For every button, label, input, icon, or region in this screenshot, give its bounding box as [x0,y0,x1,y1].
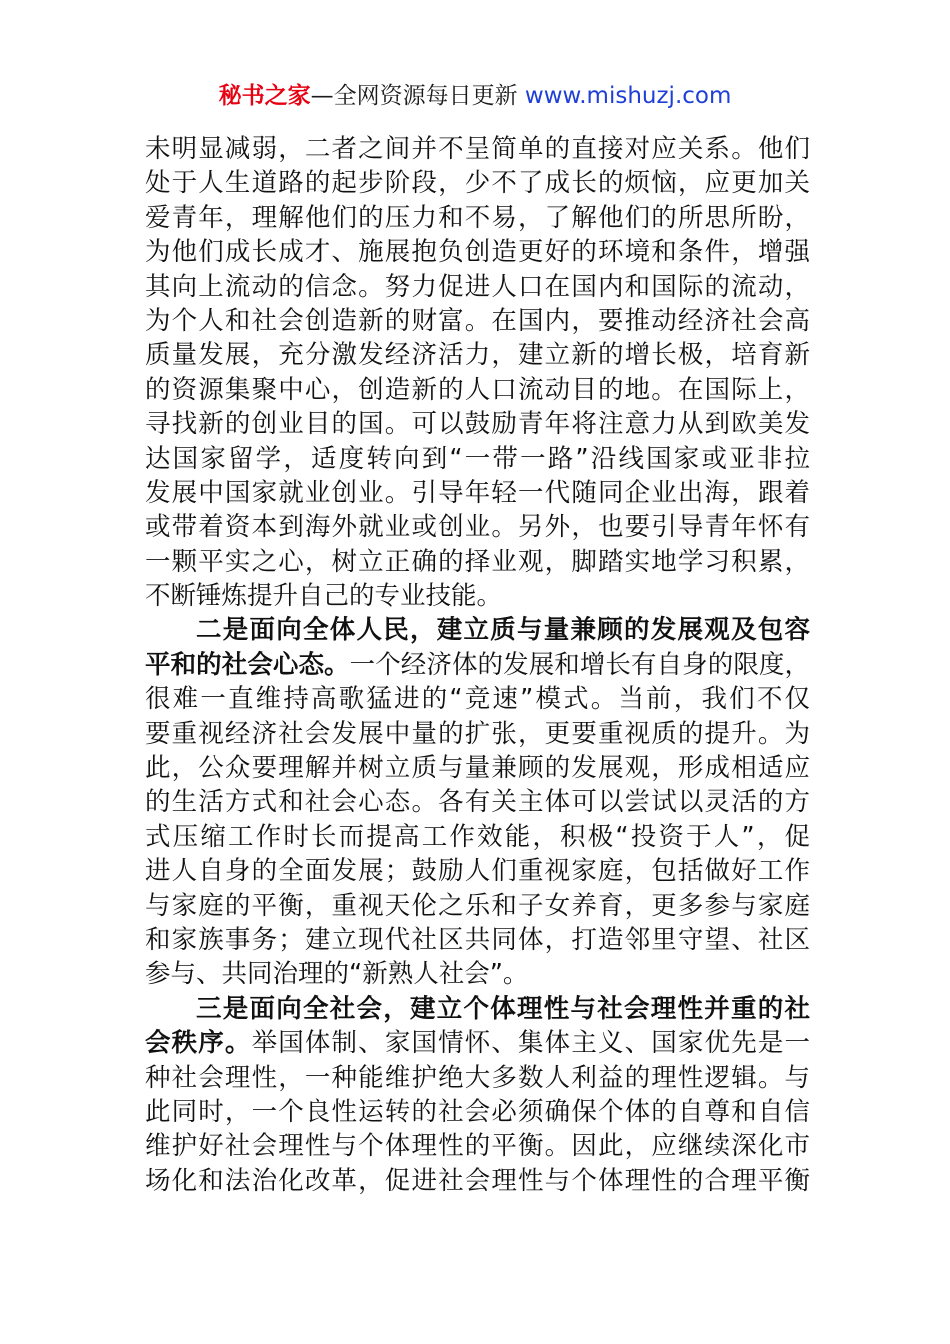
body-line [145,1061,810,1095]
body-line [145,510,810,544]
body-line [145,889,810,923]
body-text: 质量发展，充分激发经济活力，建立新的增长极，培育新 [145,340,810,371]
body-line [145,166,810,200]
body-line [145,1129,810,1163]
body-line [145,270,810,304]
body-text: 此，公众要理解并树立质与量兼顾的发展观，形成相适应 [145,753,810,784]
body-line [145,957,810,991]
bold-heading-text: 三是面向全社会，建立个体理性与社会理性并重的社 [196,993,810,1024]
body-text: 一颗平实之心，树立正确的择业观，脚踏实地学习积累， [145,546,810,577]
body-line [145,442,810,476]
body-text: 寻找新的创业目的国。可以鼓励青年将注意力从到欧美发 [145,409,810,440]
body-line [145,682,810,716]
body-line [145,338,810,372]
body-text: 为他们成长成才、施展抱负创造更好的环境和条件，增强 [145,237,810,268]
body-line [145,820,810,854]
body-text: 不断锤炼提升自己的专业技能。 [145,581,503,612]
body-line [145,201,810,235]
body-line [145,545,810,579]
body-text: 与家庭的平衡，重视天伦之乐和子女养育，更多参与家庭 [145,890,810,921]
body-text: 参与、共同治理的“新熟人社会”。 [145,959,529,990]
body-line [145,785,810,819]
body-text: 举国体制、家国情怀、集体主义、国家优先是一 [251,1028,810,1059]
bold-heading-text: 平和的社会心态。 [145,649,350,680]
body-text: 爱青年，理解他们的压力和不易，了解他们的所思所盼， [145,202,810,233]
body-text: 处于人生道路的起步阶段，少不了成长的烦恼，应更加关 [145,168,810,199]
body-line [145,648,810,682]
body-line [145,1095,810,1129]
header-brand: 秘书之家 [218,83,311,109]
body-text: 其向上流动的信念。努力促进人口在国内和国际的流动， [145,271,810,302]
body-line [145,751,810,785]
body-text: 或带着资本到海外就业或创业。另外，也要引导青年怀有 [145,512,810,543]
body-line [145,854,810,888]
body-text: 和家族事务；建立现代社区共同体，打造邻里守望、社区 [145,924,810,955]
body-line [145,923,810,957]
body-text: 达国家留学，适度转向到“一带一路”沿线国家或亚非拉 [145,443,810,474]
body-text: 式压缩工作时长而提高工作效能，积极“投资于人”，促 [145,821,810,852]
body-text: 的资源集聚中心，创造新的人口流动目的地。在国际上， [145,374,810,405]
body-line [145,373,810,407]
body-line [145,132,810,166]
body-line [145,304,810,338]
body-text: 为个人和社会创造新的财富。在国内，要推动经济社会高 [145,305,810,336]
body-line [145,1026,810,1060]
body-text: 很难一直维持高歌猛进的“竞速”模式。当前，我们不仅 [145,684,810,715]
header-url-link[interactable]: www.mishuzj.com [524,83,732,109]
body-line [145,1164,810,1198]
body-line [145,717,810,751]
header-tagline: —全网资源每日更新 [310,83,525,109]
body-line [145,476,810,510]
body-text: 维护好社会理性与个体理性的平衡。因此，应继续深化市 [145,1131,810,1162]
body-text: 进人自身的全面发展；鼓励人们重视家庭，包括做好工作 [145,856,810,887]
body-text: 一个经济体的发展和增长有自身的限度， [349,649,810,680]
bold-heading-text: 二是面向全体人民，建立质与量兼顾的发展观及包容 [196,615,810,646]
body-text: 未明显减弱，二者之间并不呈简单的直接对应关系。他们 [145,134,810,164]
body-text: 发展中国家就业创业。引导年轻一代随同企业出海，跟着 [145,477,810,508]
page-header [0,80,950,112]
body-line [145,579,810,613]
bold-heading-text: 会秩序。 [145,1028,252,1059]
body-text: 此同时，一个良性运转的社会必须确保个体的自尊和自信 [145,1096,810,1127]
body-text: 的生活方式和社会心态。各有关主体可以尝试以灵活的方 [145,787,810,818]
body-text: 要重视经济社会发展中量的扩张，更要重视质的提升。为 [145,718,810,749]
body-line [145,235,810,269]
body-line [145,613,810,647]
body-line [145,407,810,441]
document-body [145,132,810,1198]
body-text: 场化和法治化改革，促进社会理性与个体理性的合理平衡 [145,1165,810,1196]
body-line [145,992,810,1026]
body-text: 种社会理性，一种能维护绝大多数人利益的理性逻辑。与 [145,1062,810,1093]
